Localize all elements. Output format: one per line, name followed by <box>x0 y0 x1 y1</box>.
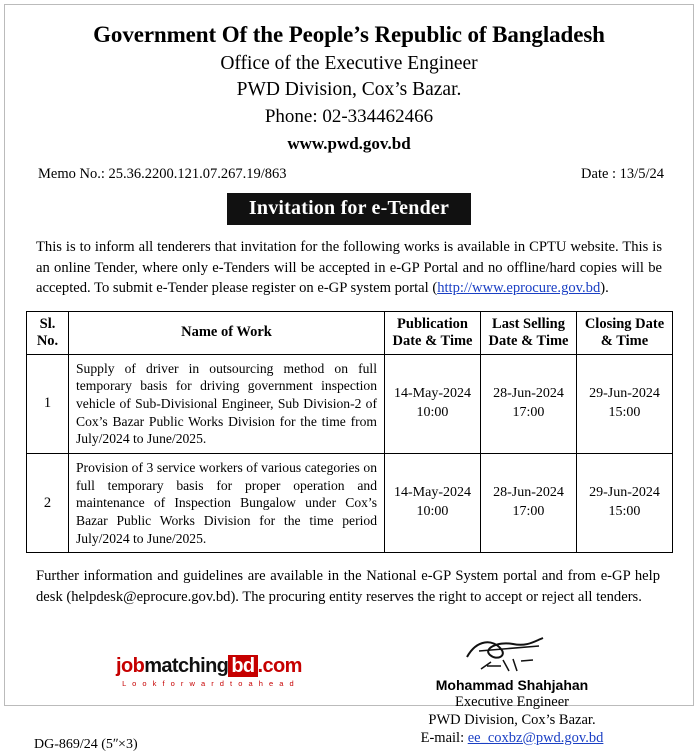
document-footer <box>26 635 672 755</box>
tender-table <box>26 311 673 553</box>
col-header-sl-line1: Sl. <box>39 316 56 333</box>
logo-part-job: job <box>116 654 145 677</box>
col-header-work: Name of Work <box>69 312 385 354</box>
logo-part-bd: bd <box>228 655 257 677</box>
table-row <box>27 354 673 453</box>
email-label: E-mail: <box>420 729 468 746</box>
intro-text-part2: ). <box>600 280 609 297</box>
intro-text-part1: This is to inform all tenderers that invitation for the following works is available in CPTU website. This is an online Tender, where only e-Tenders will be accepted in e-GP Portal and no offline/hard copies will be accepted. To submit e-Tender please register on e-GP system portal ( <box>36 239 662 297</box>
col-header-closing-line2: & Time <box>600 332 649 349</box>
row-last-selling-time: 17:00 <box>512 404 545 420</box>
col-header-last-selling-line2: Date & Time <box>488 332 569 349</box>
col-header-sl <box>27 312 69 354</box>
row-closing-time: 15:00 <box>608 504 641 520</box>
signatory-name: Mohammad Shahjahan <box>435 676 589 693</box>
table-header-row <box>27 312 673 354</box>
signatory-role: Executive Engineer <box>455 693 569 710</box>
signature-block <box>362 635 662 747</box>
email-link[interactable]: ee_coxbz@pwd.gov.bd <box>467 729 604 746</box>
table-row <box>27 453 673 552</box>
row-publication <box>385 354 481 453</box>
eprocure-link[interactable]: http://www.eprocure.gov.bd <box>437 280 601 297</box>
row-publication-time: 10:00 <box>416 404 449 420</box>
logo-part-dotcom: .com <box>257 654 302 677</box>
row-publication <box>385 453 481 552</box>
handwritten-signature <box>362 635 662 675</box>
row-work: Supply of driver in outsourcing method on full temporary basis for driving government inspection vehicle of Sub-Divisional Engineer, Sub Division-2 of Cox’s Bazar Public Works Division for the time from July/2024 to June/2025. <box>69 354 385 453</box>
row-publication-date: 14-May-2024 <box>394 485 471 501</box>
col-header-publication-line2: Date & Time <box>392 332 473 349</box>
col-header-closing-line1: Closing Date <box>584 316 665 333</box>
row-last-selling-date: 28-Jun-2024 <box>493 385 564 401</box>
row-last-selling <box>481 453 577 552</box>
signature-scribble-icon <box>457 635 567 675</box>
website-url[interactable]: www.pwd.gov.bd <box>287 134 411 153</box>
document-header <box>26 22 672 154</box>
intro-paragraph <box>26 237 672 299</box>
row-closing <box>577 453 673 552</box>
logo-part-matching: matching <box>144 654 229 677</box>
org-name: Government Of the People’s Republic of Bangladesh <box>93 22 605 47</box>
row-publication-date: 14-May-2024 <box>394 385 471 401</box>
col-header-closing <box>577 312 673 354</box>
office-name: Office of the Executive Engineer <box>220 53 478 74</box>
col-header-sl-line2: No. <box>36 332 59 349</box>
row-sl: 2 <box>27 453 69 552</box>
division-name: PWD Division, Cox’s Bazar. <box>236 79 462 100</box>
row-last-selling-time: 17:00 <box>512 504 545 520</box>
memo-row <box>26 166 672 183</box>
col-header-last-selling-line1: Last Selling <box>492 316 565 333</box>
site-logo-tagline: L o o k f o r w a r d t o a h e a d <box>122 678 296 688</box>
row-last-selling <box>481 354 577 453</box>
row-sl: 1 <box>27 354 69 453</box>
signatory-division: PWD Division, Cox’s Bazar. <box>428 711 596 728</box>
dg-reference: DG-869/24 (5ʺ×3) <box>34 736 138 752</box>
col-header-publication <box>385 312 481 354</box>
phone-number: Phone: 02-334462466 <box>264 106 434 127</box>
site-logo-text <box>116 655 302 678</box>
col-header-last-selling <box>481 312 577 354</box>
row-closing-date: 29-Jun-2024 <box>589 385 660 401</box>
row-closing <box>577 354 673 453</box>
invitation-banner: Invitation for e-Tender <box>227 193 471 225</box>
row-last-selling-date: 28-Jun-2024 <box>493 485 564 501</box>
banner-wrapper <box>26 193 672 225</box>
memo-date: Date : 13/5/24 <box>581 166 664 182</box>
memo-number: Memo No.: 25.36.2200.121.07.267.19/863 <box>38 166 287 182</box>
signatory-email-row <box>362 730 662 747</box>
row-work: Provision of 3 service workers of various categories on full temporary basis for proper operation and maintenance of Inspection Bungalow under Cox’s Bazar Public Works Division for the time period July/2024 to June/2025. <box>69 453 385 552</box>
site-logo[interactable] <box>116 655 302 688</box>
row-closing-date: 29-Jun-2024 <box>589 485 660 501</box>
further-information: Further information and guidelines are available in the National e-GP System portal and from e-GP help desk (helpdesk@eprocure.gov.bd). The procuring entity reserves the right to accept or reject all tenders. <box>36 568 660 606</box>
col-header-publication-line1: Publication <box>397 316 468 333</box>
row-closing-time: 15:00 <box>608 404 641 420</box>
row-publication-time: 10:00 <box>416 504 449 520</box>
